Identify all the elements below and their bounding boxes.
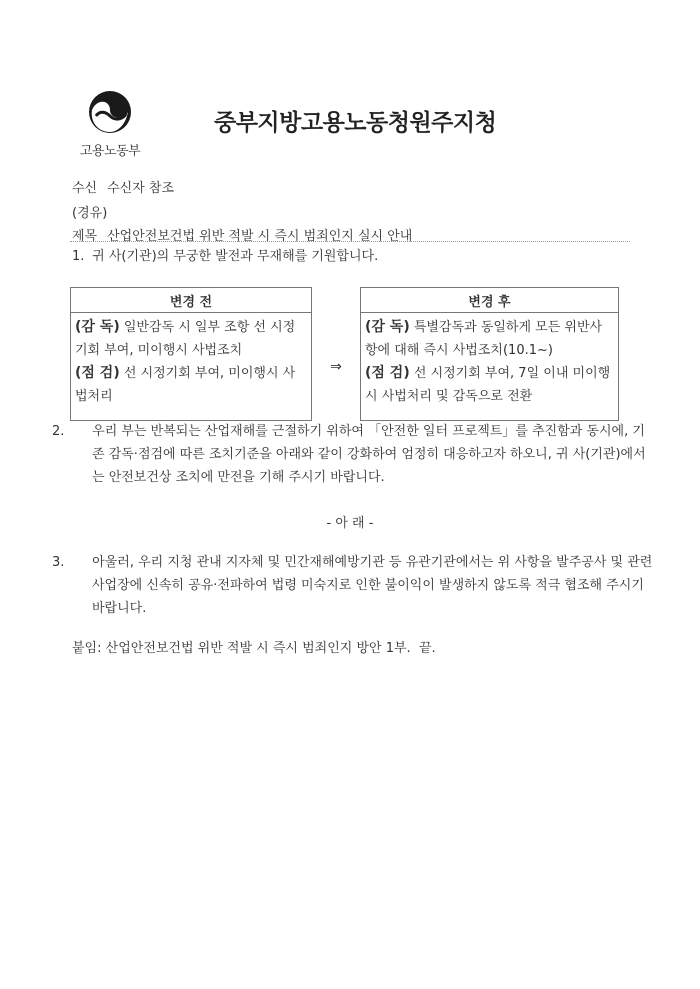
subject-key: 제목 [72,229,98,244]
paragraph-2-text: 우리 부는 반복되는 산업재해를 근절하기 위하여 「안전한 일터 프로젝트」를 추진함과 동시에, 기존 감독·점검에 따른 조치기준을 아래와 같이 강화하여 엄정히 대응하고자 하오니, 귀 사(기관)에서는 안전보건상 조치에 만전을 기해 주시기 바랍니다. [92,424,646,485]
after-text-1: 특별감독과 동일하게 모든 위반사항에 대해 즉시 사법조치(10.1~) [365,320,603,358]
paragraph-1-text: 귀 사(기관)의 무궁한 발전과 무재해를 기원합니다. [92,249,379,264]
arrow-icon: ⇒ [312,313,361,421]
divider-rule [70,241,630,242]
after-label-2: (점 검) [365,365,410,381]
paragraph-3 [52,551,654,620]
after-cell [361,313,619,421]
attachment-key: 붙임: [72,641,102,656]
recipient-line [72,177,174,196]
recipient-value: 수신자 참조 [107,181,175,196]
after-label-1: (감 독) [365,319,410,335]
comparison-table [70,287,619,421]
paragraph-2 [52,420,654,489]
paragraph-3-number: 3. [52,555,65,570]
ministry-logo [70,88,150,159]
attachment-end: 끝. [418,641,436,656]
arrow-header-cell [312,288,361,313]
subject-value: 산업안전보건법 위반 적발 시 즉시 범죄인지 실시 안내 [107,229,413,244]
paragraph-3-text: 아울러, 우리 지청 관내 지자체 및 민간재해예방기관 등 유관기관에서는 위 사항을 발주공사 및 관련 사업장에 신속히 공유·전파하여 법령 미숙지로 인한 불이익이 발생하지 않도록 적극 협조해 주시기 바랍니다. [92,555,653,616]
before-label-2: (점 검) [75,365,120,381]
paragraph-1-number: 1. [72,249,85,264]
before-label-1: (감 독) [75,319,120,335]
organization-title: 중부지방고용노동청원주지청 [214,110,497,136]
via-line: (경유) [72,206,108,221]
logo-text: 고용노동부 [79,144,141,159]
before-text-2: 선 시정기회 부여, 미이행시 사법처리 [75,366,296,404]
before-cell [71,313,312,421]
paragraph-1 [72,245,634,268]
attachment-value: 산업안전보건법 위반 적발 시 즉시 범죄인지 방안 1부. [105,641,411,656]
recipient-key: 수신 [72,181,98,196]
attachment-line [72,637,634,660]
before-text-1: 일반감독 시 일부 조항 선 시정기회 부여, 미이행시 사법조치 [75,320,296,358]
below-marker: - 아 래 - [326,516,374,531]
after-header: 변경 후 [361,288,619,313]
ministry-emblem-icon [80,88,140,136]
after-text-2: 선 시정기회 부여, 7일 이내 미이행 시 사법처리 및 감독으로 전환 [365,366,611,404]
before-header: 변경 전 [71,288,312,313]
paragraph-2-number: 2. [52,424,65,439]
